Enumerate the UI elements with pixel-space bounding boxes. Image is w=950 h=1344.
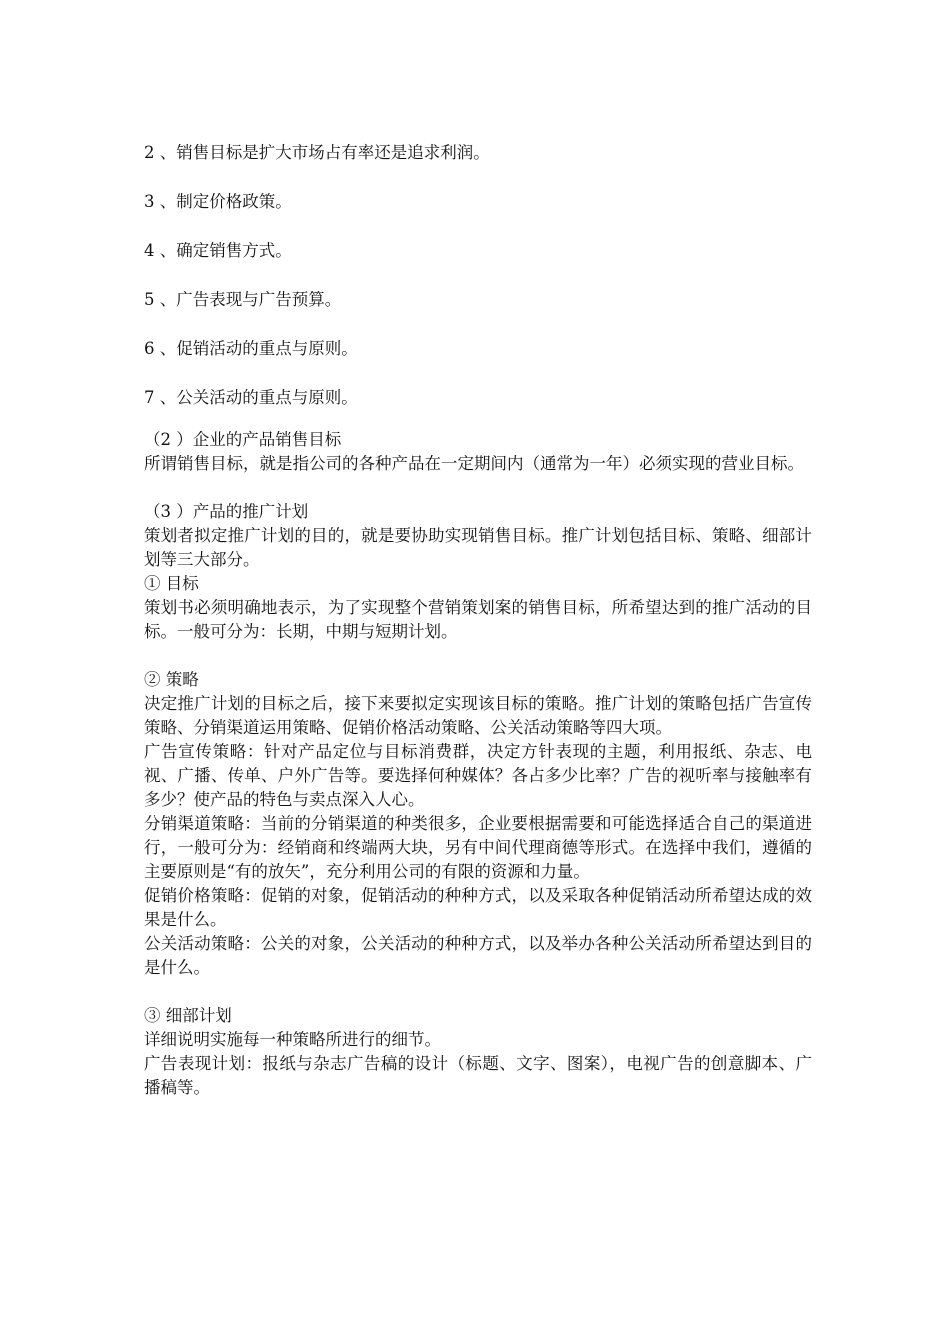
strategy-body: 决定推广计划的目标之后，接下来要拟定实现该目标的策略。推广计划的策略包括广告宣传策略、分销渠道运用策略、促销价格活动策略、公关活动策略等四大项。 — [144, 694, 812, 737]
spacer — [144, 476, 812, 500]
section-2-body: 所谓销售目标，就是指公司的各种产品在一定期间内（通常为一年）必须实现的营业目标。 — [144, 454, 804, 473]
goal-body: 策划书必须明确地表示，为了实现整个营销策划案的销售目标，所希望达到的推广活动的目标。一般可分为：长期，中期与短期计划。 — [144, 598, 812, 641]
channel-strategy: 分销渠道策略：当前的分销渠道的种类很多，企业要根据需要和可能选择适合自己的渠道进行，一般可分为：经销商和终端两大块，另有中间代理商德等形式。在选择中我们，遵循的主要原则是“有的放矢”，充分利用公司的有限的资源和力量。 — [144, 814, 812, 881]
list-item: 7 、公关活动的重点与原则。 — [144, 388, 358, 407]
promo-price-strategy: 促销价格策略：促销的对象，促销活动的种种方式，以及采取各种促销活动所希望达成的效果是什么。 — [144, 886, 812, 929]
document-page — [144, 141, 812, 1100]
strategy-heading: ② 策略 — [144, 670, 199, 689]
list-item: 2 、销售目标是扩大市场占有率还是追求利润。 — [144, 143, 490, 162]
list-item: 3 、制定价格政策。 — [144, 192, 292, 211]
detail-heading: ③ 细部计划 — [144, 1006, 232, 1025]
section-3-intro: 策划者拟定推广计划的目的，就是要协助实现销售目标。推广计划包括目标、策略、细部计划等三大部分。 — [144, 526, 812, 569]
list-item: 6 、促销活动的重点与原则。 — [144, 339, 358, 358]
goal-heading: ① 目标 — [144, 574, 199, 593]
ad-expression-plan: 广告表现计划：报纸与杂志广告稿的设计（标题、文字、图案），电视广告的创意脚本、广播稿等。 — [144, 1054, 812, 1097]
list-item: 5 、广告表现与广告预算。 — [144, 290, 342, 309]
ad-strategy: 广告宣传策略：针对产品定位与目标消费群，决定方针表现的主题，利用报纸、杂志、电视、广播、传单、户外广告等。要选择何种媒体？各占多少比率？广告的视听率与接触率有多少？使产品的特色与卖点深入人心。 — [144, 742, 812, 809]
spacer — [144, 644, 812, 668]
detail-body: 详细说明实施每一种策略所进行的细节。 — [144, 1030, 441, 1049]
spacer — [144, 980, 812, 1004]
pr-strategy: 公关活动策略：公关的对象，公关活动的种种方式，以及举办各种公关活动所希望达到目的是什么。 — [144, 934, 812, 977]
list-item: 4 、确定销售方式。 — [144, 241, 292, 260]
section-2-heading: （2 ）企业的产品销售目标 — [144, 430, 342, 449]
section-3-heading: （3 ）产品的推广计划 — [144, 502, 309, 521]
